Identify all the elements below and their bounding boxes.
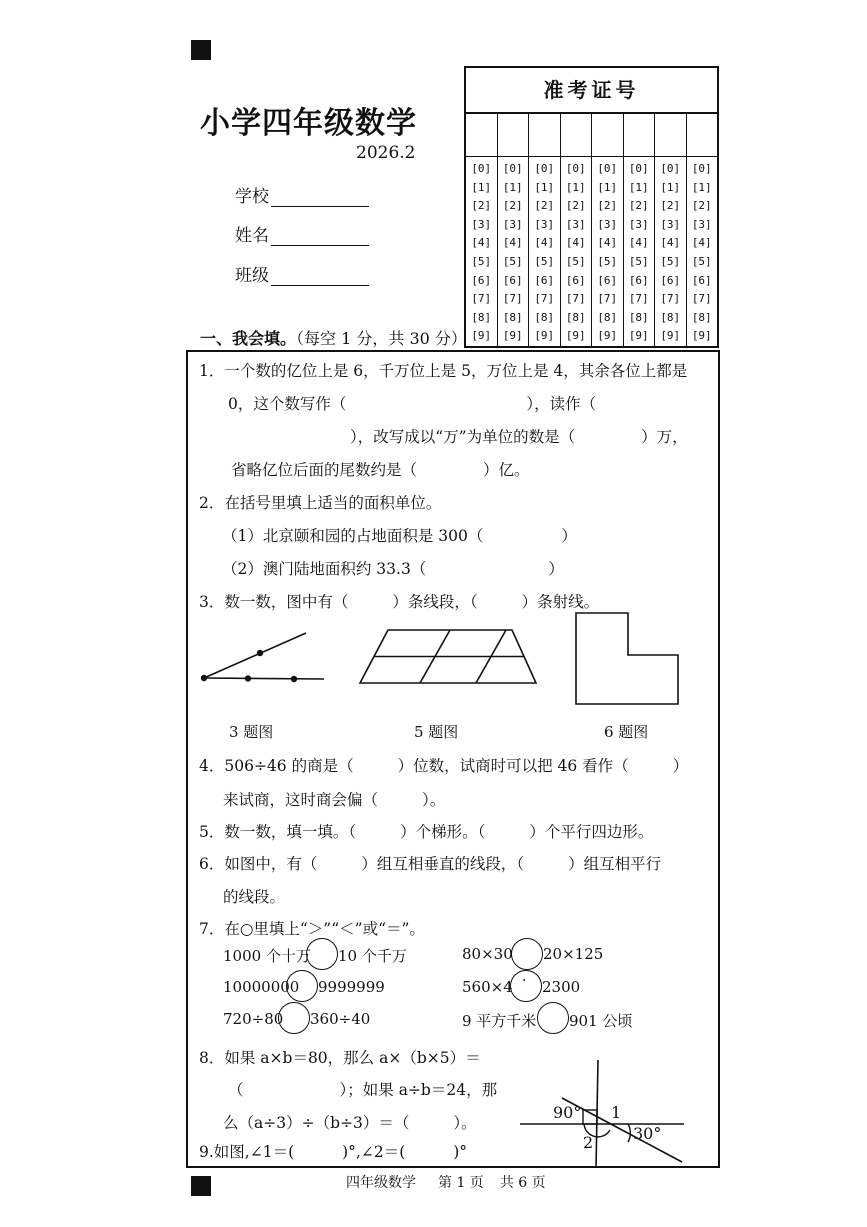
q2-l3a: （2）澳门陆地面积约 33.3（ bbox=[222, 560, 427, 578]
q1-l2a: 0，这个数写作（ bbox=[228, 395, 347, 413]
admission-digit-option[interactable]: [4] bbox=[565, 236, 586, 250]
q2-line2 bbox=[222, 524, 577, 546]
q7-item4-right: 2300 bbox=[542, 978, 581, 996]
q5-line bbox=[199, 820, 653, 842]
q7-title: 7．在○里填上“＞”“＜”或“＝”。 bbox=[199, 920, 425, 938]
admission-digit-option[interactable]: [0] bbox=[565, 162, 586, 175]
q7-circle-1[interactable] bbox=[306, 938, 338, 970]
angle-label-30: 30° bbox=[633, 1124, 662, 1143]
angle-figure bbox=[518, 1058, 693, 1168]
admission-digit-option[interactable]: [6] bbox=[597, 273, 618, 287]
admission-digit-option[interactable]: [6] bbox=[565, 273, 586, 287]
admission-column bbox=[561, 114, 593, 348]
admission-column bbox=[687, 114, 718, 348]
q6-line2: 的线段。 bbox=[223, 888, 286, 906]
q3-line bbox=[199, 590, 599, 612]
q7-circle-2[interactable] bbox=[511, 938, 543, 970]
q7-item3-right: 9999999 bbox=[318, 978, 385, 996]
admission-digit-option[interactable]: [7] bbox=[628, 292, 649, 306]
admission-digit-option[interactable]: [9] bbox=[660, 329, 681, 343]
q7-item4-left: 560×4 bbox=[462, 978, 513, 996]
admission-digit-blank[interactable] bbox=[687, 114, 718, 157]
q2-l2a: （1）北京颐和园的占地面积是 300（ bbox=[222, 527, 484, 545]
admission-digit-option[interactable]: [8] bbox=[565, 310, 586, 324]
admission-digit-option[interactable]: [9] bbox=[597, 329, 618, 343]
admission-digit-option[interactable]: [4] bbox=[502, 236, 523, 250]
admission-digit-options bbox=[655, 157, 686, 346]
figure-6-l-shape bbox=[574, 611, 684, 711]
q7-item3-left: 10000000 bbox=[223, 978, 300, 996]
name-field bbox=[235, 221, 369, 246]
q1-l3a: ），改写成以“万”为单位的数是（ bbox=[350, 428, 576, 446]
admission-column bbox=[529, 114, 561, 348]
admission-digit-option[interactable]: [8] bbox=[471, 310, 492, 324]
q2-line3 bbox=[222, 557, 564, 579]
q9-a: 9.如图,∠1＝( bbox=[199, 1143, 295, 1161]
admission-digit-option[interactable]: [0] bbox=[628, 162, 649, 175]
admission-digit-option[interactable]: [2] bbox=[534, 199, 555, 213]
q4-line1 bbox=[199, 754, 688, 776]
admission-digit-option[interactable]: [2] bbox=[597, 199, 618, 213]
admission-digit-option[interactable]: [6] bbox=[628, 273, 649, 287]
admission-digit-options bbox=[498, 157, 529, 346]
admission-digit-option[interactable]: [8] bbox=[660, 310, 681, 324]
admission-digit-option[interactable]: [5] bbox=[660, 254, 681, 268]
admission-title: 准考证号 bbox=[466, 68, 717, 114]
q1-line1: 1．一个数的亿位上是 6，千万位上是 5，万位上是 4，其余各位上都是 bbox=[199, 362, 688, 380]
q4-l2a: 来试商，这时商会偏（ bbox=[223, 791, 379, 809]
admission-digit-option[interactable]: [0] bbox=[502, 162, 523, 175]
angle-label-1: 1 bbox=[611, 1103, 622, 1122]
school-blank[interactable] bbox=[271, 191, 369, 207]
admission-digit-options bbox=[624, 157, 655, 346]
q4-l2b: ）。 bbox=[422, 791, 446, 809]
q5-a: 5．数一数，填一填。（ bbox=[199, 823, 357, 841]
section-1-heading bbox=[200, 326, 467, 349]
q6-a: 6．如图中，有（ bbox=[199, 855, 318, 873]
q7-item2-right: 20×125 bbox=[543, 945, 604, 963]
admission-digit-option[interactable]: [8] bbox=[502, 310, 523, 324]
admission-digit-option[interactable]: [7] bbox=[565, 292, 586, 306]
admission-digit-option[interactable]: [0] bbox=[534, 162, 555, 175]
admission-digit-blank[interactable] bbox=[498, 114, 529, 157]
admission-digit-option[interactable]: [6] bbox=[471, 273, 492, 287]
admission-digit-option[interactable]: [0] bbox=[691, 162, 712, 175]
q3-c: ）条射线。 bbox=[521, 593, 600, 611]
admission-columns bbox=[466, 114, 717, 348]
admission-digit-option[interactable]: [1] bbox=[628, 180, 649, 194]
admission-digit-option[interactable]: [8] bbox=[691, 310, 712, 324]
q7-circle-3[interactable] bbox=[286, 970, 318, 1002]
admission-digit-option[interactable]: [3] bbox=[691, 217, 712, 231]
admission-digit-option[interactable]: [6] bbox=[502, 273, 523, 287]
admission-column bbox=[466, 114, 498, 348]
admission-digit-option[interactable]: [2] bbox=[565, 199, 586, 213]
q4-l1a: 4．506÷46 的商是（ bbox=[199, 757, 354, 775]
admission-digit-option[interactable]: [5] bbox=[565, 254, 586, 268]
q1-line4 bbox=[231, 458, 530, 480]
admission-digit-blank[interactable] bbox=[466, 114, 497, 157]
admission-digit-option[interactable]: [9] bbox=[691, 329, 712, 343]
q6-b: ）组互相垂直的线段，（ bbox=[361, 855, 525, 873]
q7-item2-left: 80×30 bbox=[462, 945, 513, 963]
admission-digit-option[interactable]: [7] bbox=[502, 292, 523, 306]
q8-line1: 8．如果 a×b＝80，那么 a×（b×5）＝ bbox=[199, 1049, 481, 1067]
admission-column bbox=[592, 114, 624, 348]
admission-digit-option[interactable]: [5] bbox=[502, 254, 523, 268]
admission-digit-option[interactable]: [1] bbox=[597, 180, 618, 194]
admission-digit-options bbox=[561, 157, 592, 346]
admission-digit-option[interactable]: [2] bbox=[471, 199, 492, 213]
admission-digit-option[interactable]: [7] bbox=[597, 292, 618, 306]
q7-item5-right: 360÷40 bbox=[310, 1010, 371, 1028]
admission-digit-option[interactable]: [7] bbox=[534, 292, 555, 306]
admission-digit-option[interactable]: [1] bbox=[534, 180, 555, 194]
q9-b: )°,∠2＝( bbox=[342, 1143, 406, 1161]
admission-digit-option[interactable]: [3] bbox=[628, 217, 649, 231]
class-field bbox=[235, 261, 369, 286]
admission-number-box bbox=[464, 66, 719, 348]
caption-fig6: 6 题图 bbox=[604, 723, 649, 741]
q7-circle-4[interactable] bbox=[510, 970, 542, 1002]
admission-digit-option[interactable]: [9] bbox=[534, 329, 555, 343]
admission-digit-option[interactable]: [9] bbox=[502, 329, 523, 343]
page-title: 小学四年级数学 bbox=[200, 106, 417, 141]
exam-date: 2026.2 bbox=[356, 143, 416, 163]
q1-l2b: ），读作（ bbox=[526, 395, 597, 413]
admission-digit-option[interactable]: [2] bbox=[628, 199, 649, 213]
figure-5-trapezoid-grid bbox=[358, 628, 538, 688]
admission-digit-blank[interactable] bbox=[592, 114, 623, 157]
q3-b: ）条线段，（ bbox=[392, 593, 478, 611]
admission-digit-option[interactable]: [5] bbox=[691, 254, 712, 268]
q8-l3b: ）。 bbox=[453, 1114, 477, 1132]
q8-l3a: 么（a÷3）÷（b÷3）＝（ bbox=[223, 1114, 410, 1132]
q8-l2a: （ bbox=[228, 1081, 244, 1099]
admission-digit-option[interactable]: [3] bbox=[660, 217, 681, 231]
admission-digit-options bbox=[466, 157, 497, 346]
admission-digit-option[interactable]: [8] bbox=[534, 310, 555, 324]
admission-digit-option[interactable]: [0] bbox=[597, 162, 618, 175]
section-1-title: 一、我会填。 bbox=[200, 329, 297, 348]
q8-l2b: ）；如果 a÷b＝24，那 bbox=[339, 1081, 498, 1099]
caption-fig5: 5 题图 bbox=[414, 723, 459, 741]
q5-c: ）个平行四边形。 bbox=[529, 823, 654, 841]
admission-digit-options bbox=[687, 157, 718, 346]
admission-digit-option[interactable]: [7] bbox=[471, 292, 492, 306]
q2-l3b: ） bbox=[548, 560, 564, 578]
admission-digit-option[interactable]: [3] bbox=[534, 217, 555, 231]
corner-mark-bottom bbox=[191, 1176, 211, 1196]
caption-fig3: 3 题图 bbox=[229, 723, 274, 741]
q4-l1b: ）位数，试商时可以把 46 看作（ bbox=[397, 757, 629, 775]
q7-circle-6[interactable] bbox=[537, 1002, 569, 1034]
admission-digit-options bbox=[529, 157, 560, 346]
q2-l2b: ） bbox=[561, 527, 577, 545]
admission-digit-option[interactable]: [4] bbox=[597, 236, 618, 250]
q7-item6-left: 9 平方千米 bbox=[462, 1012, 537, 1030]
admission-digit-option[interactable]: [9] bbox=[471, 329, 492, 343]
q7-circle-5[interactable] bbox=[278, 1002, 310, 1034]
admission-digit-option[interactable]: [4] bbox=[691, 236, 712, 250]
q7-item1-right: 10 个千万 bbox=[338, 947, 407, 965]
admission-digit-blank[interactable] bbox=[624, 114, 655, 157]
admission-digit-option[interactable]: [4] bbox=[628, 236, 649, 250]
q7-item5-left: 720÷80 bbox=[223, 1010, 284, 1028]
admission-digit-option[interactable]: [4] bbox=[471, 236, 492, 250]
q2-line1: 2．在括号里填上适当的面积单位。 bbox=[199, 494, 442, 512]
admission-digit-option[interactable]: [7] bbox=[660, 292, 681, 306]
page-footer bbox=[346, 1172, 546, 1192]
q8-line2 bbox=[228, 1078, 497, 1100]
q9-line bbox=[199, 1140, 467, 1162]
q6-line1 bbox=[199, 852, 661, 874]
q4-l1c: ） bbox=[672, 757, 689, 775]
admission-digit-option[interactable]: [3] bbox=[502, 217, 523, 231]
footer-page: 第 1 页 bbox=[438, 1175, 484, 1191]
q4-line2 bbox=[223, 788, 445, 810]
corner-mark-top bbox=[191, 40, 211, 60]
figure-3-rays bbox=[198, 628, 338, 698]
admission-column bbox=[498, 114, 530, 348]
q5-b: ）个梯形。（ bbox=[400, 823, 486, 841]
q7-item6-right: 901 公顷 bbox=[569, 1012, 633, 1030]
admission-digit-option[interactable]: [5] bbox=[597, 254, 618, 268]
admission-digit-option[interactable]: [5] bbox=[471, 254, 492, 268]
admission-digit-option[interactable]: [0] bbox=[660, 162, 681, 175]
q1-line3 bbox=[350, 425, 688, 447]
admission-digit-blank[interactable] bbox=[561, 114, 592, 157]
class-blank[interactable] bbox=[271, 270, 369, 286]
q9-c: )° bbox=[453, 1143, 468, 1161]
name-label: 姓名 bbox=[235, 226, 269, 246]
q1-l4b: ）亿。 bbox=[483, 461, 530, 479]
footer-subject: 四年级数学 bbox=[346, 1175, 416, 1191]
admission-digit-option[interactable]: [3] bbox=[565, 217, 586, 231]
admission-digit-options bbox=[592, 157, 623, 346]
admission-digit-option[interactable]: [6] bbox=[534, 273, 555, 287]
admission-digit-option[interactable]: [6] bbox=[691, 273, 712, 287]
admission-digit-option[interactable]: [5] bbox=[534, 254, 555, 268]
q1-line2 bbox=[228, 392, 596, 414]
admission-digit-option[interactable]: [8] bbox=[628, 310, 649, 324]
class-label: 班级 bbox=[235, 266, 269, 286]
admission-digit-option[interactable]: [2] bbox=[660, 199, 681, 213]
footer-total: 共 6 页 bbox=[499, 1175, 546, 1191]
section-1-note: （每空 1 分，共 30 分） bbox=[296, 329, 467, 348]
q3-a: 3．数一数，图中有（ bbox=[199, 593, 349, 611]
name-blank[interactable] bbox=[271, 230, 369, 246]
admission-digit-option[interactable]: [9] bbox=[565, 329, 586, 343]
school-label: 学校 bbox=[235, 187, 269, 207]
admission-digit-option[interactable]: [7] bbox=[691, 292, 712, 306]
admission-digit-option[interactable]: [2] bbox=[502, 199, 523, 213]
angle-label-90: 90° bbox=[553, 1103, 582, 1122]
admission-digit-option[interactable]: [3] bbox=[597, 217, 618, 231]
admission-digit-blank[interactable] bbox=[655, 114, 686, 157]
admission-digit-option[interactable]: [2] bbox=[691, 199, 712, 213]
admission-column bbox=[624, 114, 656, 348]
admission-digit-option[interactable]: [4] bbox=[534, 236, 555, 250]
admission-digit-option[interactable]: [3] bbox=[471, 217, 492, 231]
q7-item1-left: 1000 个十万 bbox=[223, 947, 311, 965]
admission-digit-option[interactable]: [0] bbox=[471, 162, 492, 175]
q6-c: ）组互相平行 bbox=[568, 855, 662, 873]
school-field bbox=[235, 182, 369, 207]
q1-l4a: 省略亿位后面的尾数约是（ bbox=[231, 461, 418, 479]
admission-digit-option[interactable]: [1] bbox=[565, 180, 586, 194]
admission-digit-blank[interactable] bbox=[529, 114, 560, 157]
admission-digit-option[interactable]: [9] bbox=[628, 329, 649, 343]
admission-digit-option[interactable]: [1] bbox=[471, 180, 492, 194]
admission-digit-option[interactable]: [1] bbox=[660, 180, 681, 194]
admission-digit-option[interactable]: [1] bbox=[691, 180, 712, 194]
q7-circle-4-dot: · bbox=[522, 973, 527, 989]
admission-digit-option[interactable]: [6] bbox=[660, 273, 681, 287]
admission-digit-option[interactable]: [8] bbox=[597, 310, 618, 324]
admission-digit-option[interactable]: [4] bbox=[660, 236, 681, 250]
admission-column bbox=[655, 114, 687, 348]
admission-digit-option[interactable]: [5] bbox=[628, 254, 649, 268]
admission-digit-option[interactable]: [1] bbox=[502, 180, 523, 194]
q1-l3b: ）万， bbox=[641, 428, 688, 446]
q8-line3 bbox=[223, 1111, 477, 1133]
angle-label-2: 2 bbox=[583, 1133, 594, 1152]
